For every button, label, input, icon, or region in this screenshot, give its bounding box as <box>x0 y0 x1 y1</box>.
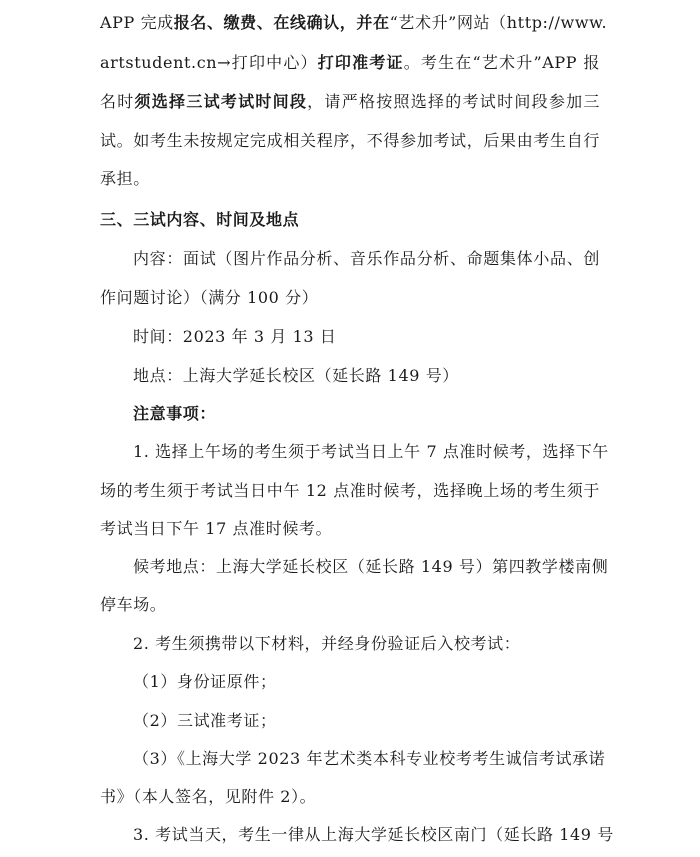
note-line: 场的考生须于考试当日中午 12 点准时候考，选择晚上场的考生须于 <box>100 481 600 500</box>
text-run: ，请严格按照选择的考试时间段参加三 <box>307 92 600 111</box>
text-run: APP 完成 <box>100 13 174 32</box>
note-line: 2. 考生须携带以下材料，并经身份验证后入校考试： <box>133 634 521 653</box>
waiting-location-line: 候考地点：上海大学延长校区（延长路 149 号）第四教学楼南侧 <box>133 557 609 576</box>
section-heading: 三、三试内容、时间及地点 <box>100 210 300 229</box>
bold-text: 须选择三试考试时间段 <box>134 92 308 111</box>
list-item: （3）《上海大学 2023 年艺术类本科专业校考考生诚信考试承诺 <box>133 749 606 768</box>
exam-location: 地点：上海大学延长校区（延长路 149 号） <box>133 366 459 385</box>
paragraph-line <box>100 90 600 114</box>
bold-text: 打印准考证 <box>317 53 404 72</box>
text-run: 名时 <box>100 92 135 111</box>
notes-heading: 注意事项： <box>133 404 217 423</box>
text-run: 。考生在“艺术升”APP 报 <box>403 53 600 72</box>
paragraph-line: 试。如考生未按规定完成相关程序，不得参加考试，后果由考生自行 <box>100 131 600 150</box>
bold-text: 报名、缴费、在线确认，并在 <box>173 13 390 32</box>
paragraph-line <box>100 51 600 75</box>
note-line: 1. 选择上午场的考生须于考试当日上午 7 点准时候考，选择下午 <box>133 442 609 461</box>
paragraph-line: 承担。 <box>100 169 150 188</box>
waiting-location-line: 停车场。 <box>100 595 167 614</box>
content-line: 内容：面试（图片作品分析、音乐作品分析、命题集体小品、创 <box>133 249 600 268</box>
note-line: 3. 考试当天，考生一律从上海大学延长校区南门（延长路 149 号 <box>133 825 614 844</box>
paragraph-line <box>100 11 608 35</box>
note-line: 考试当日下午 17 点准时候考。 <box>100 519 333 538</box>
list-item: 书》（本人签名，见附件 2）。 <box>100 787 317 806</box>
exam-time: 时间：2023 年 3 月 13 日 <box>133 327 337 346</box>
text-run: artstudent.cn→打印中心） <box>100 53 318 72</box>
text-run: “艺术升”网站（http://www. <box>389 13 608 32</box>
list-item: （2）三试准考证； <box>133 711 277 730</box>
list-item: （1）身份证原件； <box>133 672 277 691</box>
content-line: 作问题讨论）（满分 100 分） <box>100 288 319 307</box>
